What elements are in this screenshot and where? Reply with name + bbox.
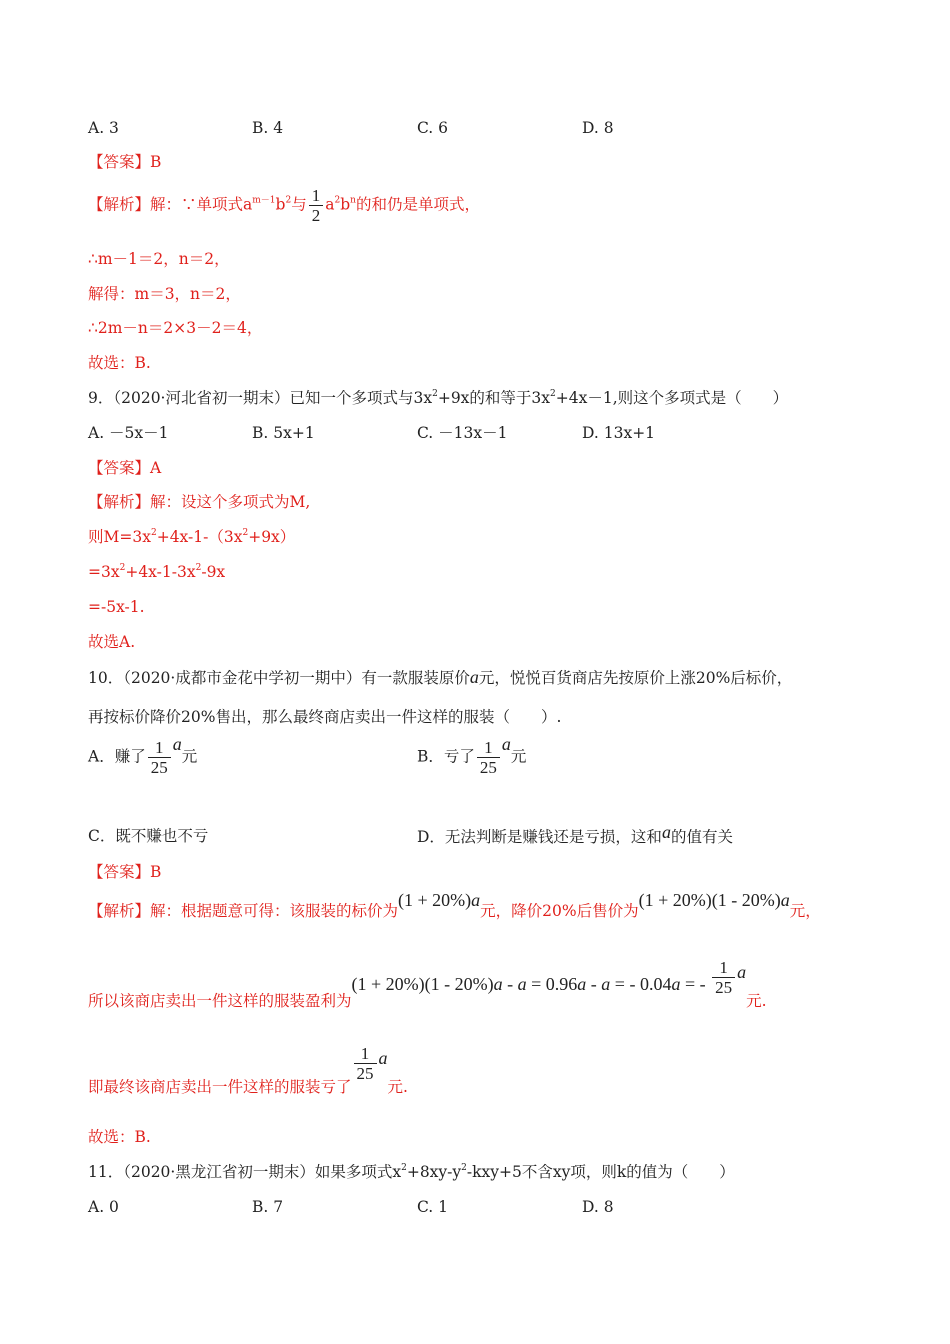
fraction-one-25: $\frac{1}{25}$ [712, 958, 735, 997]
q10-answer: 【答案】B [88, 863, 162, 881]
q9-option-d: D. 13x+1 [582, 424, 656, 442]
q8-option-a: A. 3 [88, 119, 119, 137]
q10-option-b: B．亏了 $\frac{1}{25}$ a元 [417, 733, 527, 777]
q9-step-1: 则$M=3x^2+4x-1-(3x^2+9x)$ [88, 528, 296, 546]
analysis-label: 【解析】 [88, 493, 151, 511]
q10-stem-line2: 再按标价降价20%售出，那么最终商店卖出一件这样的服装（ ）. [88, 708, 562, 726]
q11-option-d: D. 8 [582, 1198, 614, 1216]
fraction-one-25: $\frac{1}{25}$ [477, 738, 500, 777]
q8-analysis: 【解析】解：∵单项式$a^{m-1}b^2$与 $\frac{1}{2}$ $a^2b^n$的和仍是单项式， [88, 186, 480, 225]
analysis-label: 【解析】 [88, 195, 151, 214]
q9-answer: 【答案】A [88, 459, 162, 477]
q10-option-d: D．无法判断是赚钱还是亏损，这和a的值有关 [417, 822, 733, 846]
q8-step-1: ∴m－1＝2，n＝2， [88, 250, 230, 268]
analysis-label: 【解析】 [88, 902, 151, 920]
q9-option-b: B. 5x+1 [252, 424, 315, 442]
fraction-one-25: $\frac{1}{25}$ [148, 738, 171, 777]
q8-option-d: D. 8 [582, 119, 614, 137]
q11-option-a: A. 0 [88, 1198, 119, 1216]
q8-step-3: ∴2m－n＝2×3－2＝4， [88, 319, 263, 337]
q8-option-c: C. 6 [417, 119, 449, 137]
q10-analysis-line3: 即最终该商店卖出一件这样的服装亏了 $\frac{1}{25}$ a元. [88, 1044, 408, 1096]
q8-step-2: 解得：m＝3，n＝2， [88, 285, 241, 303]
q8-answer: 【答案】B [88, 153, 162, 171]
q9-option-a: A. －5x－1 [88, 424, 169, 442]
fraction-one-25: $\frac{1}{25}$ [354, 1044, 377, 1083]
q9-analysis: 【解析】解：设这个多项式为M, [88, 493, 311, 511]
q9-step-3: =-5x-1. [88, 598, 145, 616]
q9-step-2: $=3x^2+4x-1-3x^2-9x$ [88, 563, 226, 581]
q10-analysis-line1: 【解析】解：根据题意可得：该服装的标价为(1 + 20%)a元，降价20%后售价为(1 + 20%)(1 - 20%)a元， [88, 890, 821, 920]
q11-option-b: B. 7 [252, 1198, 284, 1216]
q10-option-a: A．赚了 $\frac{1}{25}$ a元 [88, 733, 198, 777]
q11-option-c: C. 1 [417, 1198, 449, 1216]
q8-conclusion: 故选：B. [88, 354, 151, 372]
q9-conclusion: 故选A. [88, 633, 136, 651]
q10-conclusion: 故选：B. [88, 1128, 151, 1146]
q8-option-b: B. 4 [252, 119, 284, 137]
q11-stem: 11．（2020·黑龙江省初一期末）如果多项式$x^2+8xy-y^2-kxy+5$不含xy项，则k的值为（ ） [88, 1163, 735, 1181]
q10-stem-line1: 10．（2020·成都市金花中学初一期中）有一款服装原价a元，悦悦百货商店先按原价上涨20%后标价， [88, 667, 793, 687]
q9-stem: 9．（2020·河北省初一期末）已知一个多项式与$3x^2+9x$的和等于$3x^2+4x-1$,则这个多项式是（ ） [88, 389, 789, 407]
fraction-one-half: $\frac{1}{2}$ [309, 186, 324, 225]
q10-analysis-line2: 所以该商店卖出一件这样的服装盈利为(1 + 20%)(1 - 20%)a - a = 0.96a - a = - 0.04a = - $\frac{1}{25}$ a元. [88, 958, 767, 1010]
q9-option-c: C. －13x－1 [417, 424, 508, 442]
q10-option-c: C．既不赚也不亏 [88, 827, 209, 845]
